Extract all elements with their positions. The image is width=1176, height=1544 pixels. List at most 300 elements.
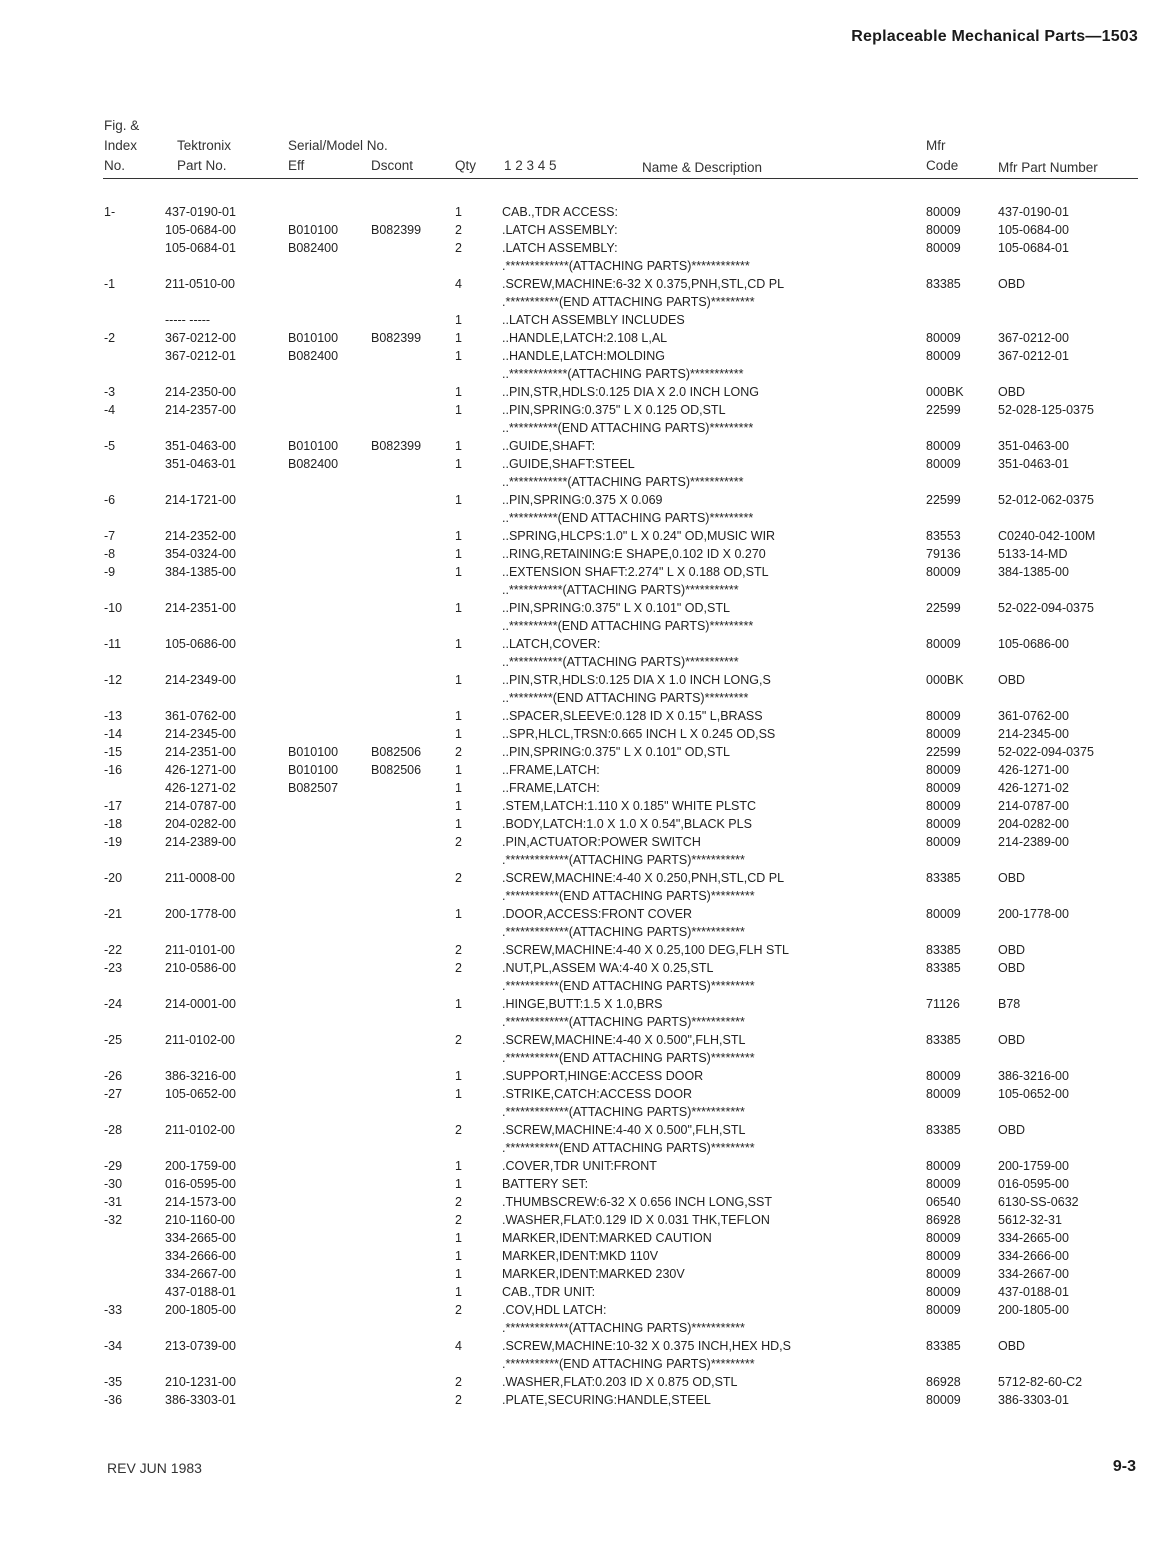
cell-part-no: 204-0282-00 (165, 817, 236, 831)
cell-part-no: 334-2665-00 (165, 1231, 236, 1245)
cell-name: .SCREW,MACHINE:4-40 X 0.500",FLH,STL (502, 1123, 746, 1137)
cell-name: MARKER,IDENT:MKD 110V (502, 1249, 659, 1263)
cell-name: ..************(ATTACHING PARTS)*********** (502, 475, 744, 489)
cell-qty: 2 (455, 745, 462, 759)
cell-qty: 1 (455, 331, 462, 345)
cell-mfr-part: 52-028-125-0375 (998, 403, 1094, 417)
cell-mfr-part: 214-0787-00 (998, 799, 1069, 813)
cell-name: ..SPACER,SLEEVE:0.128 ID X 0.15" L,BRASS (502, 709, 763, 723)
cell-mfr-code: 80009 (926, 349, 961, 363)
table-row (0, 239, 1176, 257)
cell-mfr-code: 83385 (926, 1123, 961, 1137)
cell-part-no: 200-1805-00 (165, 1303, 236, 1317)
cell-qty: 2 (455, 1123, 462, 1137)
cell-qty: 1 (455, 673, 462, 687)
cell-qty: 1 (455, 763, 462, 777)
cell-mfr-code: 83385 (926, 943, 961, 957)
cell-mfr-code: 80009 (926, 241, 961, 255)
cell-qty: 1 (455, 457, 462, 471)
header-name: Name & Description (642, 160, 763, 175)
table-row (0, 1049, 1176, 1067)
cell-mfr-part: 5712-82-60-C2 (998, 1375, 1083, 1389)
cell-name: ..***********(ATTACHING PARTS)*********** (502, 583, 739, 597)
cell-part-no: 214-2352-00 (165, 529, 236, 543)
cell-part-no: 386-3303-01 (165, 1393, 236, 1407)
cell-mfr-part: B78 (998, 997, 1021, 1011)
cell-mfr-code: 80009 (926, 205, 961, 219)
cell-name: CAB.,TDR ACCESS: (502, 205, 618, 219)
cell-mfr-part: 52-022-094-0375 (998, 601, 1094, 615)
cell-mfr-part: 200-1805-00 (998, 1303, 1069, 1317)
cell-index: -25 (104, 1033, 123, 1047)
cell-name: ..PIN,STR,HDLS:0.125 DIA X 1.0 INCH LONG,S (502, 673, 771, 687)
table-row (0, 257, 1176, 275)
cell-name: ..SPR,HLCL,TRSN:0.665 INCH L X 0.245 OD,SS (502, 727, 776, 741)
cell-name: .***********(END ATTACHING PARTS)********* (502, 889, 755, 903)
cell-mfr-code: 80009 (926, 565, 961, 579)
cell-mfr-part: OBD (998, 385, 1026, 399)
cell-part-no: 214-1721-00 (165, 493, 236, 507)
cell-mfr-part: 351-0463-00 (998, 439, 1069, 453)
cell-index: -29 (104, 1159, 123, 1173)
cell-name: .HINGE,BUTT:1.5 X 1.0,BRS (502, 997, 663, 1011)
header-eff: Eff (288, 158, 305, 173)
cell-mfr-code: 80009 (926, 781, 961, 795)
cell-index: -10 (104, 601, 123, 615)
cell-name: .*************(ATTACHING PARTS)************ (502, 259, 750, 273)
cell-part-no: 214-2389-00 (165, 835, 236, 849)
cell-eff: B010100 (288, 439, 339, 453)
cell-name: .***********(END ATTACHING PARTS)********* (502, 1141, 755, 1155)
cell-part-no: 105-0684-01 (165, 241, 236, 255)
cell-qty: 1 (455, 781, 462, 795)
cell-mfr-part: 5612-32-31 (998, 1213, 1062, 1227)
table-row (0, 1193, 1176, 1211)
table-row (0, 1319, 1176, 1337)
table-row (0, 491, 1176, 509)
cell-qty: 2 (455, 1033, 462, 1047)
cell-part-no: 210-1231-00 (165, 1375, 236, 1389)
cell-mfr-part: 334-2667-00 (998, 1267, 1069, 1281)
cell-mfr-part: 200-1778-00 (998, 907, 1069, 921)
cell-part-no: 211-0102-00 (165, 1033, 235, 1047)
table-row (0, 1013, 1176, 1031)
header-mfr-part: Mfr Part Number (998, 160, 1098, 175)
cell-part-no: 384-1385-00 (165, 565, 236, 579)
cell-dscont: B082399 (371, 223, 422, 237)
table-row (0, 1067, 1176, 1085)
header-fig-line2: Index (104, 138, 138, 153)
cell-qty: 1 (455, 727, 462, 741)
cell-mfr-part: 386-3303-01 (998, 1393, 1069, 1407)
cell-name: ..**********(END ATTACHING PARTS)********* (502, 619, 754, 633)
cell-mfr-part: 52-012-062-0375 (998, 493, 1094, 507)
cell-mfr-code: 80009 (926, 223, 961, 237)
cell-qty: 1 (455, 385, 462, 399)
cell-part-no: 334-2666-00 (165, 1249, 236, 1263)
cell-index: -7 (104, 529, 116, 543)
cell-part-no: 105-0684-00 (165, 223, 236, 237)
cell-mfr-code: 83385 (926, 871, 961, 885)
cell-mfr-code: 83385 (926, 961, 961, 975)
cell-name: ..RING,RETAINING:E SHAPE,0.102 ID X 0.270 (502, 547, 766, 561)
cell-name: ..LATCH ASSEMBLY INCLUDES (502, 313, 685, 327)
cell-mfr-code: 80009 (926, 1069, 961, 1083)
table-row (0, 653, 1176, 671)
cell-index: -33 (104, 1303, 123, 1317)
table-row (0, 365, 1176, 383)
cell-qty: 1 (455, 1087, 462, 1101)
cell-index: -5 (104, 439, 116, 453)
cell-qty: 1 (455, 709, 462, 723)
cell-index: -13 (104, 709, 123, 723)
table-row (0, 1121, 1176, 1139)
cell-name: .SCREW,MACHINE:10-32 X 0.375 INCH,HEX HD,S (502, 1339, 791, 1353)
cell-mfr-part: 361-0762-00 (998, 709, 1069, 723)
header-mfr-line2: Code (926, 158, 959, 173)
cell-part-no: 334-2667-00 (165, 1267, 236, 1281)
cell-mfr-code: 80009 (926, 1285, 961, 1299)
cell-mfr-part: 426-1271-02 (998, 781, 1069, 795)
cell-index: -4 (104, 403, 116, 417)
table-row (0, 221, 1176, 239)
cell-name: ..HANDLE,LATCH:2.108 L,AL (502, 331, 668, 345)
cell-eff: B082400 (288, 241, 339, 255)
cell-name: .SCREW,MACHINE:6-32 X 0.375,PNH,STL,CD PL (502, 277, 785, 291)
cell-name: .***********(END ATTACHING PARTS)********* (502, 1051, 755, 1065)
table-row (0, 815, 1176, 833)
cell-name: .PLATE,SECURING:HANDLE,STEEL (502, 1393, 711, 1407)
cell-mfr-part: OBD (998, 277, 1026, 291)
cell-mfr-code: 80009 (926, 1087, 961, 1101)
table-row (0, 1355, 1176, 1373)
cell-mfr-part: 386-3216-00 (998, 1069, 1069, 1083)
cell-mfr-part: 384-1385-00 (998, 565, 1069, 579)
cell-part-no: 200-1759-00 (165, 1159, 236, 1173)
cell-qty: 2 (455, 1195, 462, 1209)
cell-mfr-part: 204-0282-00 (998, 817, 1069, 831)
cell-index: -17 (104, 799, 123, 813)
cell-name: .LATCH ASSEMBLY: (502, 223, 618, 237)
cell-index: 1- (104, 205, 116, 219)
cell-index: -23 (104, 961, 123, 975)
cell-index: -11 (104, 637, 122, 651)
table-row (0, 725, 1176, 743)
cell-mfr-code: 80009 (926, 763, 961, 777)
table-row (0, 1301, 1176, 1319)
cell-name: ..EXTENSION SHAFT:2.274" L X 0.188 OD,STL (502, 565, 769, 579)
cell-dscont: B082506 (371, 745, 422, 759)
cell-dscont: B082399 (371, 439, 422, 453)
cell-part-no: 437-0190-01 (165, 205, 236, 219)
table-row (0, 437, 1176, 455)
cell-index: -9 (104, 565, 116, 579)
cell-qty: 2 (455, 871, 462, 885)
cell-name: .*************(ATTACHING PARTS)*********** (502, 1105, 745, 1119)
cell-index: -15 (104, 745, 123, 759)
cell-qty: 1 (455, 1231, 462, 1245)
cell-mfr-part: 367-0212-01 (998, 349, 1069, 363)
cell-name: ..************(ATTACHING PARTS)*********** (502, 367, 744, 381)
cell-name: .SUPPORT,HINGE:ACCESS DOOR (502, 1069, 704, 1083)
header-dscont: Dscont (371, 158, 414, 173)
cell-eff: B010100 (288, 763, 339, 777)
cell-name: .*************(ATTACHING PARTS)*********** (502, 925, 745, 939)
table-row (0, 707, 1176, 725)
cell-name: ..PIN,SPRING:0.375 X 0.069 (502, 493, 663, 507)
cell-part-no: 214-2351-00 (165, 601, 236, 615)
cell-part-no: 426-1271-02 (165, 781, 236, 795)
cell-name: .*************(ATTACHING PARTS)*********** (502, 1015, 745, 1029)
table-row (0, 1103, 1176, 1121)
cell-name: ..PIN,STR,HDLS:0.125 DIA X 2.0 INCH LONG (502, 385, 760, 399)
table-row (0, 1157, 1176, 1175)
cell-mfr-code: 22599 (926, 403, 961, 417)
table-row (0, 761, 1176, 779)
cell-mfr-part: 105-0652-00 (998, 1087, 1069, 1101)
table-row (0, 329, 1176, 347)
cell-mfr-part: OBD (998, 673, 1026, 687)
cell-name: ..PIN,SPRING:0.375" L X 0.101" OD,STL (502, 745, 730, 759)
cell-qty: 4 (455, 277, 462, 291)
cell-qty: 1 (455, 1159, 462, 1173)
cell-part-no: 200-1778-00 (165, 907, 236, 921)
parts-table (0, 203, 1176, 1409)
cell-part-no: 214-0001-00 (165, 997, 236, 1011)
cell-name: ..SPRING,HLCPS:1.0" L X 0.24" OD,MUSIC WIR (502, 529, 776, 543)
cell-mfr-code: 22599 (926, 493, 961, 507)
table-row (0, 1337, 1176, 1355)
cell-part-no: 214-2350-00 (165, 385, 236, 399)
table-row (0, 419, 1176, 437)
cell-qty: 1 (455, 1069, 462, 1083)
cell-mfr-part: 200-1759-00 (998, 1159, 1069, 1173)
table-row (0, 743, 1176, 761)
cell-mfr-code: 80009 (926, 799, 961, 813)
table-row (0, 563, 1176, 581)
table-row (0, 941, 1176, 959)
cell-name: .SCREW,MACHINE:4-40 X 0.250,PNH,STL,CD PL (502, 871, 785, 885)
cell-mfr-code: 80009 (926, 439, 961, 453)
cell-eff: B082507 (288, 781, 339, 795)
cell-qty: 2 (455, 1303, 462, 1317)
table-row (0, 1139, 1176, 1157)
table-row (0, 689, 1176, 707)
cell-part-no: 386-3216-00 (165, 1069, 236, 1083)
cell-index: -1 (104, 277, 116, 291)
table-row (0, 887, 1176, 905)
cell-name: .NUT,PL,ASSEM WA:4-40 X 0.25,STL (502, 961, 714, 975)
table-row (0, 779, 1176, 797)
cell-eff: B010100 (288, 331, 339, 345)
table-row (0, 311, 1176, 329)
table-row (0, 293, 1176, 311)
cell-part-no: 016-0595-00 (165, 1177, 236, 1191)
cell-part-no: 214-2345-00 (165, 727, 236, 741)
cell-name: .COVER,TDR UNIT:FRONT (502, 1159, 657, 1173)
table-row (0, 599, 1176, 617)
cell-index: -30 (104, 1177, 123, 1191)
cell-part-no: 210-1160-00 (165, 1213, 235, 1227)
cell-part-no: 105-0686-00 (165, 637, 236, 651)
cell-qty: 1 (455, 529, 462, 543)
cell-qty: 1 (455, 313, 462, 327)
cell-name: ..**********(END ATTACHING PARTS)********* (502, 421, 754, 435)
header-tek-line2: Part No. (177, 158, 227, 173)
cell-mfr-part: 105-0686-00 (998, 637, 1069, 651)
table-row (0, 905, 1176, 923)
table-row (0, 203, 1176, 221)
table-row (0, 1085, 1176, 1103)
cell-mfr-part: 367-0212-00 (998, 331, 1069, 345)
cell-index: -28 (104, 1123, 123, 1137)
cell-qty: 1 (455, 1267, 462, 1281)
cell-name: ..*********(END ATTACHING PARTS)********* (502, 691, 749, 705)
cell-qty: 1 (455, 403, 462, 417)
table-row (0, 383, 1176, 401)
cell-mfr-code: 80009 (926, 637, 961, 651)
cell-qty: 1 (455, 547, 462, 561)
cell-name: .***********(END ATTACHING PARTS)********* (502, 979, 755, 993)
cell-name: ..**********(END ATTACHING PARTS)********* (502, 511, 754, 525)
table-row (0, 1229, 1176, 1247)
table-row (0, 1175, 1176, 1193)
page-number: 9-3 (1112, 1458, 1136, 1475)
table-row (0, 635, 1176, 653)
cell-mfr-code: 000BK (926, 385, 964, 399)
cell-qty: 2 (455, 1393, 462, 1407)
table-row (0, 977, 1176, 995)
cell-mfr-part: OBD (998, 871, 1026, 885)
cell-mfr-part: OBD (998, 1339, 1026, 1353)
header-indent: 1 2 3 4 5 (504, 158, 557, 173)
cell-mfr-code: 80009 (926, 709, 961, 723)
cell-mfr-part: 016-0595-00 (998, 1177, 1069, 1191)
table-row (0, 473, 1176, 491)
cell-index: -26 (104, 1069, 123, 1083)
cell-qty: 2 (455, 1213, 462, 1227)
cell-mfr-part: 351-0463-01 (998, 457, 1069, 471)
cell-mfr-code: 80009 (926, 1267, 961, 1281)
table-row (0, 545, 1176, 563)
cell-qty: 1 (455, 907, 462, 921)
cell-name: .THUMBSCREW:6-32 X 0.656 INCH LONG,SST (502, 1195, 772, 1209)
cell-mfr-code: 80009 (926, 1303, 961, 1317)
table-row (0, 1211, 1176, 1229)
cell-qty: 1 (455, 1177, 462, 1191)
cell-eff: B010100 (288, 745, 339, 759)
cell-name: .STRIKE,CATCH:ACCESS DOOR (502, 1087, 693, 1101)
cell-mfr-code: 22599 (926, 601, 961, 615)
cell-mfr-code: 80009 (926, 1231, 961, 1245)
cell-mfr-code: 86928 (926, 1375, 961, 1389)
cell-index: -3 (104, 385, 116, 399)
cell-name: ..PIN,SPRING:0.375" L X 0.125 OD,STL (502, 403, 726, 417)
table-row (0, 455, 1176, 473)
cell-mfr-code: 83385 (926, 1033, 961, 1047)
cell-name: .BODY,LATCH:1.0 X 1.0 X 0.54",BLACK PLS (502, 817, 752, 831)
cell-mfr-part: 214-2345-00 (998, 727, 1069, 741)
cell-name: ..FRAME,LATCH: (502, 763, 600, 777)
table-row (0, 869, 1176, 887)
table-row (0, 581, 1176, 599)
cell-qty: 1 (455, 1249, 462, 1263)
cell-part-no: ----- ----- (165, 313, 211, 327)
header-rule (103, 178, 1138, 179)
cell-mfr-part: OBD (998, 1123, 1026, 1137)
cell-mfr-code: 80009 (926, 727, 961, 741)
header-fig-line1: Fig. & (104, 118, 140, 133)
cell-name: CAB.,TDR UNIT: (502, 1285, 596, 1299)
cell-part-no: 214-2351-00 (165, 745, 236, 759)
table-header (0, 118, 1176, 180)
cell-part-no: 214-0787-00 (165, 799, 236, 813)
cell-index: -27 (104, 1087, 123, 1101)
header-qty: Qty (455, 158, 477, 173)
table-row (0, 1283, 1176, 1301)
cell-index: -20 (104, 871, 123, 885)
cell-mfr-code: 22599 (926, 745, 961, 759)
cell-qty: 1 (455, 1285, 462, 1299)
header-mfr-line1: Mfr (926, 138, 946, 153)
cell-mfr-code: 80009 (926, 907, 961, 921)
table-row (0, 401, 1176, 419)
cell-part-no: 211-0101-00 (165, 943, 235, 957)
table-row (0, 275, 1176, 293)
cell-part-no: 437-0188-01 (165, 1285, 236, 1299)
header-tek-line1: Tektronix (177, 138, 232, 153)
cell-qty: 1 (455, 637, 462, 651)
cell-mfr-part: 52-022-094-0375 (998, 745, 1094, 759)
cell-mfr-code: 80009 (926, 1249, 961, 1263)
cell-index: -24 (104, 997, 123, 1011)
cell-qty: 1 (455, 601, 462, 615)
page-title: Replaceable Mechanical Parts—1503 (851, 28, 1138, 45)
cell-index: -21 (104, 907, 123, 921)
table-row (0, 527, 1176, 545)
header-fig-line3: No. (104, 158, 126, 173)
table-row (0, 1031, 1176, 1049)
table-row (0, 833, 1176, 851)
cell-name: .SCREW,MACHINE:4-40 X 0.500",FLH,STL (502, 1033, 746, 1047)
cell-index: -8 (104, 547, 116, 561)
cell-mfr-code: 80009 (926, 457, 961, 471)
table-row (0, 617, 1176, 635)
cell-name: ..***********(ATTACHING PARTS)*********** (502, 655, 739, 669)
cell-mfr-code: 83553 (926, 529, 961, 543)
cell-index: -34 (104, 1339, 123, 1353)
cell-eff: B010100 (288, 223, 339, 237)
cell-part-no: 211-0510-00 (165, 277, 235, 291)
cell-qty: 1 (455, 493, 462, 507)
cell-name: .PIN,ACTUATOR:POWER SWITCH (502, 835, 701, 849)
cell-dscont: B082399 (371, 331, 422, 345)
cell-mfr-code: 80009 (926, 1159, 961, 1173)
cell-name: MARKER,IDENT:MARKED 230V (502, 1267, 685, 1281)
cell-mfr-part: C0240-042-100M (998, 529, 1096, 543)
cell-mfr-code: 80009 (926, 817, 961, 831)
cell-index: -6 (104, 493, 116, 507)
cell-index: -16 (104, 763, 123, 777)
cell-qty: 1 (455, 799, 462, 813)
cell-qty: 1 (455, 349, 462, 363)
cell-name: ..HANDLE,LATCH:MOLDING (502, 349, 665, 363)
cell-name: .STEM,LATCH:1.110 X 0.185" WHITE PLSTC (502, 799, 757, 813)
cell-eff: B082400 (288, 349, 339, 363)
cell-dscont: B082506 (371, 763, 422, 777)
cell-qty: 1 (455, 565, 462, 579)
cell-part-no: 351-0463-01 (165, 457, 236, 471)
